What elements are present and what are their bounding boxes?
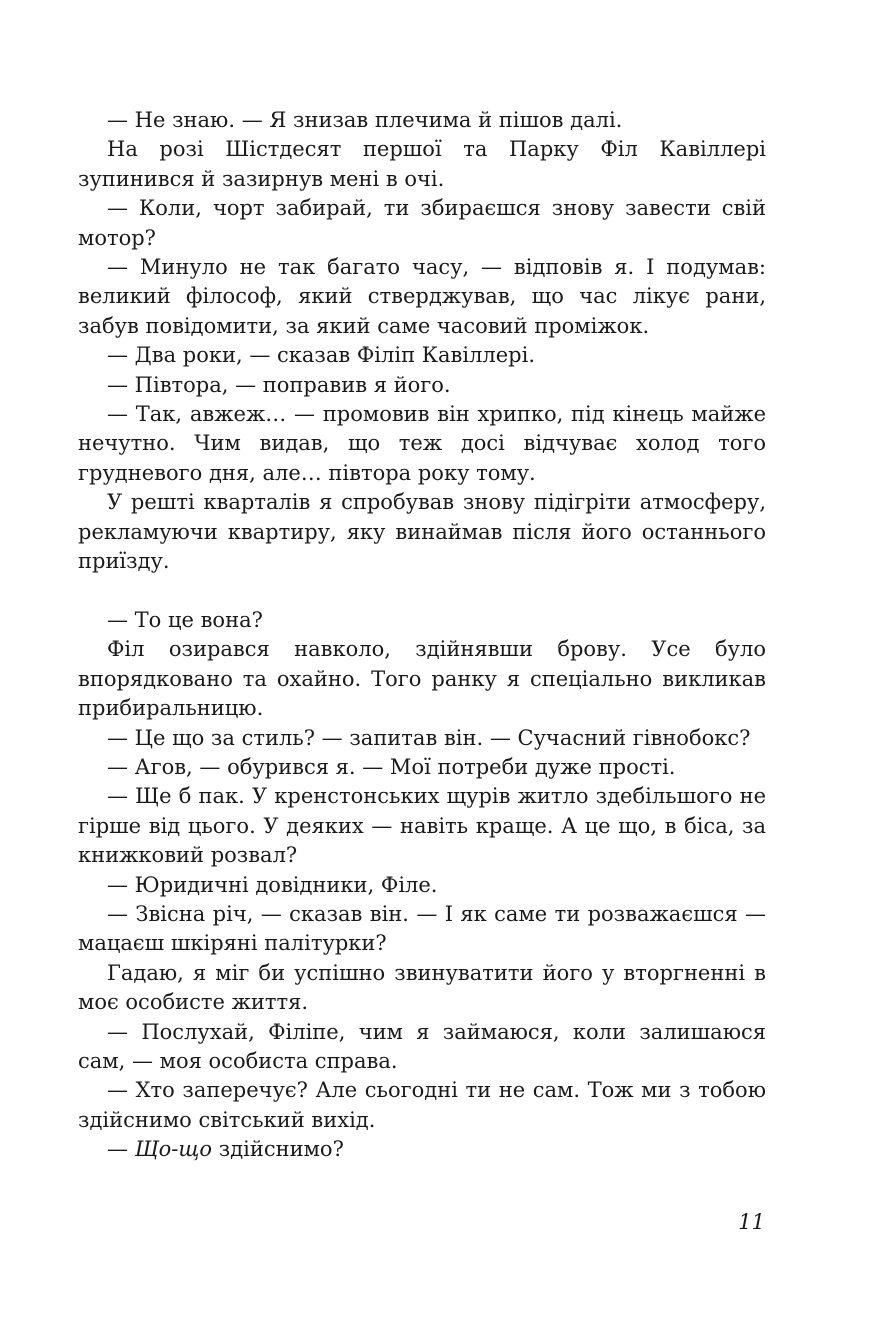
paragraph: — Ще б пак. У кренстонських щурів житло здебільшого не гірше від цього. У деяких — навіть краще. А це що, в біса, за книжковий розвал? <box>78 784 766 868</box>
paragraph: — Агов, — обурився я. — Мої потреби дуже прості. <box>107 754 676 779</box>
paragraph: Гадаю, я міг би успішно звинуватити його у вторгненні в моє особисте життя. <box>78 960 766 1015</box>
dialogue-dash: — <box>107 1137 135 1162</box>
page-text <box>78 106 766 1165</box>
paragraph: У решті кварталів я спробував знову підігріти атмосферу, рекламуючи квартиру, яку винаймав після його останнього приїзду. <box>78 490 766 574</box>
paragraph: — Коли, чорт забирай, ти збираєшся знову завести свій мотор? <box>78 196 766 250</box>
paragraph: — Це що за стиль? — запитав він. — Сучасний гівнобокс? <box>107 725 751 750</box>
paragraph: — Не знаю. — Я знизав плечима й пішов далі. <box>107 108 623 132</box>
page-number: 11 <box>738 1210 765 1234</box>
paragraph-rest: здійснимо? <box>212 1137 344 1162</box>
paragraph: — Хто заперечує? Але сьогодні ти не сам. Тож ми з тобою здійснимо світський вихід. <box>78 1078 766 1132</box>
paragraph: — Звісна річ, — сказав він. — І як саме ти розважаєшся — мацаєш шкіряні палітурки? <box>78 901 766 956</box>
paragraph: — Юридичні довідники, Філе. <box>107 872 438 897</box>
paragraph: — То це вона? <box>107 607 263 632</box>
paragraph: — Так, авжеж… — промовив він хрипко, під кінець майже нечутно. Чим видав, що теж досі відчуває холод того грудневого дня, але… півтора року тому. <box>78 402 766 485</box>
paragraph: — Минуло не так багато часу, — відповів я. І подумав: великий філософ, який стверджував, що час лікує рани, забув повідомити, за який саме часовий проміжок. <box>78 255 766 338</box>
last-paragraph <box>78 1135 766 1164</box>
paragraph: Філ озирався навколо, здійнявши брову. Усе було впорядковано та охайно. Того ранку я спеціально викликав прибиральницю. <box>78 637 766 721</box>
paragraph: — Два роки, — сказав Філіп Кавіллері. <box>107 343 536 368</box>
paragraph: — Послухай, Філіпе, чим я займаюся, коли залишаюся сам, — моя особиста справа. <box>78 1019 766 1073</box>
emphasis-text: Що-що <box>134 1137 213 1162</box>
section-break <box>78 577 766 606</box>
paragraph: На розі Шістдесят першої та Парку Філ Кавіллері зупинився й зазирнув мені в очі. <box>78 137 766 191</box>
paragraph: — Півтора, — поправив я його. <box>107 372 451 397</box>
